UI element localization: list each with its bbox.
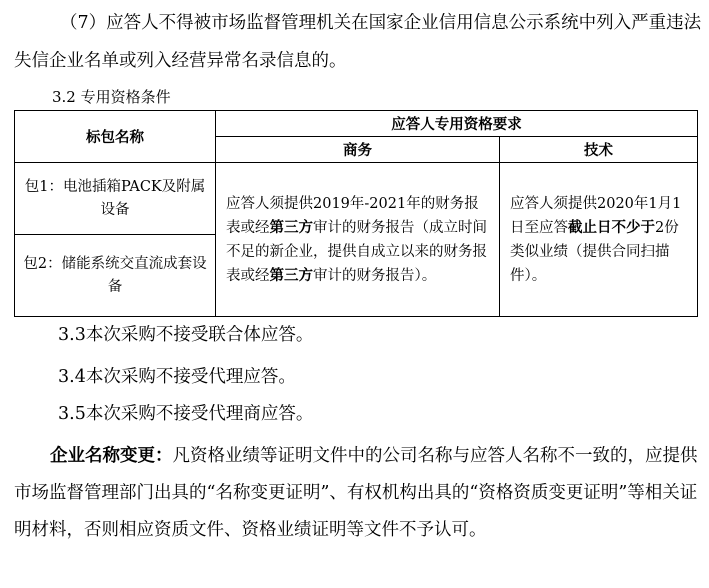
- business-requirement-cell: [216, 163, 500, 317]
- item-3-5: 3.5本次采购不接受代理商应答。: [58, 404, 314, 424]
- biz-bold-1: 第三方: [269, 218, 313, 236]
- item-3-3: 3.3本次采购不接受联合体应答。: [58, 325, 314, 345]
- technical-requirement-cell: [500, 163, 698, 317]
- header-technical: 技术: [500, 137, 698, 163]
- tech-text-1: 应答人须提供2020年1月1日至应答: [510, 195, 682, 236]
- section-title: 3.2 专用资格条件: [52, 88, 171, 106]
- header-requirements: 应答人专用资格要求: [216, 111, 698, 137]
- biz-bold-2: 第三方: [269, 266, 313, 284]
- name-change-notice: [14, 438, 704, 549]
- qualification-item-7: （7）应答人不得被市场监督管理机关在国家企业信用信息公示系统中列入严重违法失信企业名单或列入经营异常名录信息的。: [14, 13, 702, 71]
- package-1-cell: 包1：电池插箱PACK及附属设备: [15, 163, 216, 235]
- biz-text-1: 应答人须提供2019年-2021年的财务报表或经: [226, 195, 479, 236]
- tech-text-2: 2份类似业绩（提供合同扫描件）。: [510, 219, 679, 284]
- package-2-cell: 包2：储能系统交直流成套设备: [15, 235, 216, 317]
- tech-bold-1: 截止日不少于: [568, 218, 655, 236]
- qualification-table: [14, 110, 698, 317]
- header-business: 商务: [216, 137, 500, 163]
- item-3-4: 3.4本次采购不接受代理应答。: [58, 367, 296, 387]
- notice-body: 凡资格业绩等证明文件中的公司名称与应答人名称不一致的，应提供市场监督管理部门出具的“名称变更证明”、有权机构出具的“资格资质变更证明”等相关证明材料，否则相应资质文件、资格业绩证明等文件不予认可。: [14, 446, 698, 540]
- biz-text-3: 审计的财务报告）。: [313, 267, 437, 284]
- header-package-name: 标包名称: [15, 111, 216, 163]
- notice-label: 企业名称变更：: [50, 446, 173, 466]
- biz-text-2: 审计的财务报告（成立时间不足的新企业，提供自成立以来的财务报表或经: [226, 219, 487, 284]
